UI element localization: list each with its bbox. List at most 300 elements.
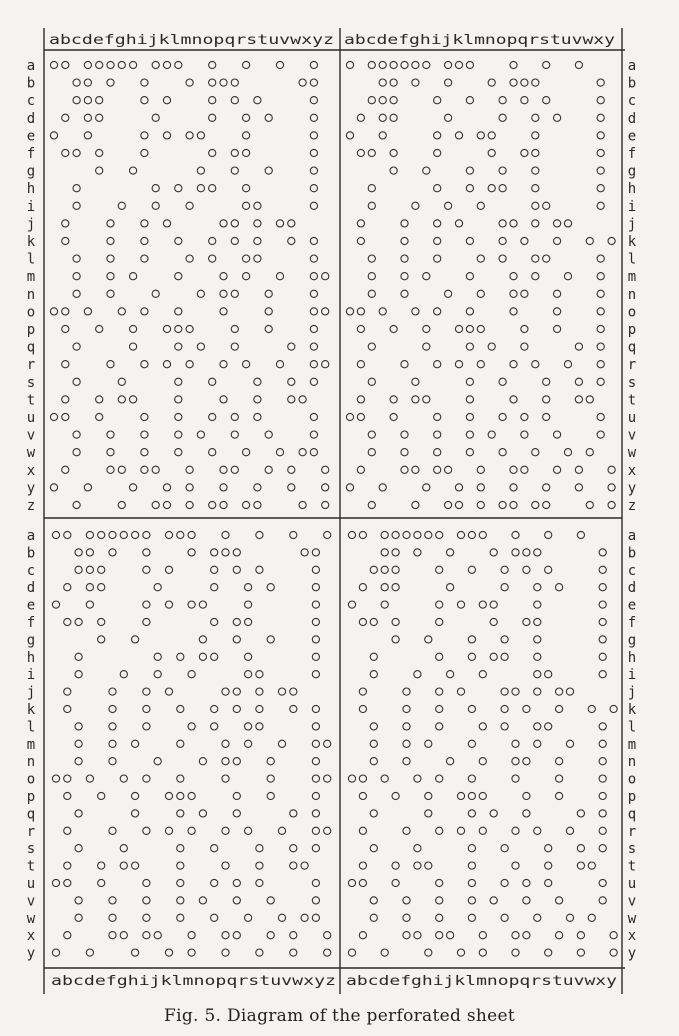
row-label-lower-right-u: u <box>627 876 637 892</box>
upper-right-hole <box>575 343 582 350</box>
upper-right-hole <box>488 343 495 350</box>
lower-right-hole <box>414 845 421 852</box>
lower-right-hole <box>599 584 606 591</box>
row-label-lower-left-i: i <box>26 667 36 684</box>
upper-right-hole <box>423 167 430 174</box>
lower-right-hole <box>468 531 475 538</box>
row-label-lower-right-l: l <box>627 719 637 736</box>
lower-right-hole <box>512 688 519 695</box>
row-label-lower-left-d: d <box>26 580 36 597</box>
row-label-upper-right-z: z <box>627 498 637 514</box>
upper-left-hole <box>288 466 295 473</box>
upper-right-hole <box>434 449 441 456</box>
row-label-upper-left-f: f <box>26 146 36 162</box>
lower-right-hole <box>403 914 410 921</box>
upper-right-hole <box>445 290 452 297</box>
upper-left-hole <box>141 237 148 244</box>
upper-left-hole <box>276 220 283 227</box>
upper-right-hole <box>357 413 364 420</box>
upper-right-hole <box>412 501 419 508</box>
upper-left-hole <box>50 484 57 491</box>
upper-left-hole <box>73 273 80 280</box>
upper-left-hole <box>310 237 317 244</box>
lower-right-hole <box>425 862 432 869</box>
lower-left-hole <box>98 636 105 643</box>
lower-right-hole <box>468 740 475 747</box>
lower-left-hole <box>290 949 297 956</box>
row-label-lower-left-f: f <box>26 615 36 631</box>
lower-left-hole <box>267 758 274 765</box>
lower-left-hole <box>324 932 331 939</box>
lower-right-hole <box>436 897 443 904</box>
upper-left-hole <box>231 466 238 473</box>
upper-left-hole <box>209 61 216 68</box>
upper-left-hole <box>186 132 193 139</box>
lower-right-hole <box>512 932 519 939</box>
lower-left-hole <box>211 879 218 886</box>
lower-left-hole <box>312 636 319 643</box>
lower-right-hole <box>523 932 530 939</box>
lower-right-hole <box>468 879 475 886</box>
upper-left-hole <box>254 255 261 262</box>
upper-right-hole <box>379 308 386 315</box>
lower-right-hole <box>403 827 410 834</box>
lower-right-hole <box>534 827 541 834</box>
upper-right-hole <box>521 79 528 86</box>
upper-left-hole <box>175 449 182 456</box>
lower-right-hole <box>370 845 377 852</box>
lower-right-hole <box>545 723 552 730</box>
upper-left-hole <box>310 255 317 262</box>
upper-left-hole <box>231 431 238 438</box>
lower-left-hole <box>132 792 139 799</box>
lower-left-hole <box>188 723 195 730</box>
lower-right-hole <box>479 792 486 799</box>
upper-right-hole <box>466 237 473 244</box>
lower-left-hole <box>177 653 184 660</box>
upper-right-hole <box>597 132 604 139</box>
lower-right-hole <box>534 671 541 678</box>
upper-left-hole <box>175 185 182 192</box>
row-label-lower-left-c: c <box>26 562 36 579</box>
upper-left-hole <box>152 202 159 209</box>
lower-left-hole <box>222 549 229 556</box>
upper-left-hole <box>276 61 283 68</box>
row-label-upper-right-d: d <box>627 110 637 127</box>
upper-right-hole <box>499 255 506 262</box>
upper-left-hole <box>299 396 306 403</box>
lower-right-hole <box>425 949 432 956</box>
upper-right-hole <box>379 132 386 139</box>
upper-left-hole <box>118 396 125 403</box>
lower-left-hole <box>143 601 150 608</box>
lower-right-hole <box>501 653 508 660</box>
lower-left-hole <box>64 705 71 712</box>
row-label-upper-left-n: n <box>26 286 36 303</box>
upper-right-hole <box>434 132 441 139</box>
upper-left-hole <box>107 290 114 297</box>
lower-left-hole <box>188 949 195 956</box>
row-label-upper-left-k: k <box>26 234 36 250</box>
lower-left-hole <box>143 879 150 886</box>
lower-right-hole <box>501 566 508 573</box>
upper-left-hole <box>254 202 261 209</box>
upper-left-hole <box>310 97 317 104</box>
lower-right-hole <box>436 618 443 625</box>
upper-right-hole <box>368 273 375 280</box>
lower-left-hole <box>64 775 71 782</box>
lower-left-hole <box>75 740 82 747</box>
lower-left-hole <box>222 862 229 869</box>
upper-right-hole <box>597 202 604 209</box>
upper-left-hole <box>175 396 182 403</box>
upper-left-hole <box>243 501 250 508</box>
upper-right-hole <box>390 114 397 121</box>
lower-left-hole <box>222 688 229 695</box>
bottom-header-right: abcdefghijklmnopqrstuvwxy <box>346 974 618 989</box>
lower-right-hole <box>447 549 454 556</box>
lower-right-hole <box>588 914 595 921</box>
upper-left-hole <box>73 343 80 350</box>
upper-right-hole <box>477 255 484 262</box>
hole-grid <box>50 61 617 956</box>
upper-right-hole <box>357 237 364 244</box>
lower-right-hole <box>523 618 530 625</box>
upper-left-hole <box>231 167 238 174</box>
row-label-lower-right-i: i <box>627 667 637 684</box>
lower-left-hole <box>312 845 319 852</box>
lower-left-hole <box>109 723 116 730</box>
lower-left-hole <box>256 862 263 869</box>
lower-left-hole <box>245 723 252 730</box>
lower-left-hole <box>267 897 274 904</box>
upper-right-hole <box>368 290 375 297</box>
lower-left-hole <box>312 618 319 625</box>
lower-right-hole <box>534 549 541 556</box>
lower-right-hole <box>403 897 410 904</box>
upper-right-hole <box>368 97 375 104</box>
upper-left-hole <box>73 378 80 385</box>
lower-left-hole <box>324 775 331 782</box>
row-label-upper-left-h: h <box>26 181 36 198</box>
row-label-upper-left-z: z <box>26 498 36 514</box>
lower-left-hole <box>165 531 172 538</box>
upper-left-hole <box>209 255 216 262</box>
upper-left-hole <box>130 61 137 68</box>
lower-left-hole <box>256 671 263 678</box>
upper-right-hole <box>423 396 430 403</box>
upper-right-hole <box>401 255 408 262</box>
upper-right-hole <box>608 501 615 508</box>
upper-left-hole <box>265 431 272 438</box>
lower-left-hole <box>312 897 319 904</box>
lower-right-hole <box>534 601 541 608</box>
lower-left-hole <box>245 618 252 625</box>
lower-left-hole <box>233 618 240 625</box>
lower-right-hole <box>457 792 464 799</box>
lower-left-hole <box>177 879 184 886</box>
row-label-upper-right-v: v <box>627 427 637 444</box>
upper-left-hole <box>130 167 137 174</box>
upper-left-hole <box>288 220 295 227</box>
lower-right-hole <box>599 566 606 573</box>
upper-right-hole <box>608 484 615 491</box>
lower-right-hole <box>501 584 508 591</box>
upper-left-hole <box>84 114 91 121</box>
upper-left-hole <box>243 202 250 209</box>
upper-left-hole <box>288 378 295 385</box>
upper-right-hole <box>368 61 375 68</box>
upper-right-hole <box>543 61 550 68</box>
row-label-upper-left-m: m <box>26 269 36 286</box>
upper-left-hole <box>175 61 182 68</box>
row-label-upper-right-x: x <box>627 462 637 479</box>
upper-right-hole <box>597 114 604 121</box>
upper-left-hole <box>322 484 329 491</box>
lower-right-hole <box>436 601 443 608</box>
upper-left-hole <box>130 484 137 491</box>
upper-right-hole <box>390 325 397 332</box>
lower-left-hole <box>312 653 319 660</box>
upper-right-hole <box>477 466 484 473</box>
upper-right-hole <box>521 290 528 297</box>
lower-left-hole <box>64 932 71 939</box>
upper-right-hole <box>466 185 473 192</box>
lower-left-hole <box>75 914 82 921</box>
upper-left-hole <box>96 325 103 332</box>
lower-left-hole <box>165 949 172 956</box>
lower-left-hole <box>245 740 252 747</box>
lower-right-hole <box>414 549 421 556</box>
upper-left-hole <box>231 290 238 297</box>
lower-right-hole <box>512 549 519 556</box>
row-label-upper-right-f: f <box>627 146 637 162</box>
upper-right-hole <box>575 396 582 403</box>
row-label-lower-left-m: m <box>26 736 36 753</box>
upper-left-hole <box>186 255 193 262</box>
lower-right-hole <box>457 827 464 834</box>
upper-right-hole <box>445 202 452 209</box>
upper-left-hole <box>220 361 227 368</box>
upper-left-hole <box>209 79 216 86</box>
lower-left-hole <box>154 932 161 939</box>
lower-right-hole <box>359 792 366 799</box>
upper-left-hole <box>175 308 182 315</box>
upper-left-hole <box>209 449 216 456</box>
upper-left-hole <box>175 343 182 350</box>
upper-left-hole <box>220 273 227 280</box>
lower-left-hole <box>324 827 331 834</box>
upper-right-hole <box>597 325 604 332</box>
lower-left-hole <box>233 758 240 765</box>
row-label-upper-right-s: s <box>627 374 637 391</box>
upper-right-hole <box>543 396 550 403</box>
lower-right-hole <box>468 845 475 852</box>
upper-left-hole <box>141 308 148 315</box>
upper-right-hole <box>466 273 473 280</box>
upper-left-hole <box>141 413 148 420</box>
upper-left-hole <box>209 501 216 508</box>
lower-right-hole <box>534 723 541 730</box>
upper-left-hole <box>186 466 193 473</box>
lower-left-hole <box>132 531 139 538</box>
upper-right-hole <box>434 237 441 244</box>
row-label-upper-left-g: g <box>26 163 36 180</box>
upper-left-hole <box>73 290 80 297</box>
lower-left-hole <box>75 671 82 678</box>
lower-right-hole <box>370 810 377 817</box>
upper-right-hole <box>412 396 419 403</box>
upper-right-hole <box>521 149 528 156</box>
row-label-lower-left-q: q <box>26 806 36 823</box>
upper-left-hole <box>209 185 216 192</box>
upper-left-hole <box>163 325 170 332</box>
lower-left-hole <box>233 566 240 573</box>
lower-left-hole <box>98 618 105 625</box>
upper-left-hole <box>163 220 170 227</box>
lower-right-hole <box>381 949 388 956</box>
upper-right-hole <box>532 185 539 192</box>
lower-right-hole <box>512 862 519 869</box>
upper-left-hole <box>310 79 317 86</box>
lower-right-hole <box>512 827 519 834</box>
upper-right-hole <box>412 308 419 315</box>
upper-right-hole <box>543 413 550 420</box>
lower-left-hole <box>98 862 105 869</box>
lower-right-hole <box>468 810 475 817</box>
upper-right-hole <box>532 220 539 227</box>
row-label-lower-right-q: q <box>627 806 637 823</box>
lower-left-hole <box>120 775 127 782</box>
figure-caption: Fig. 5. Diagram of the perforated sheet <box>164 1006 515 1026</box>
upper-left-hole <box>152 61 159 68</box>
lower-right-hole <box>545 879 552 886</box>
upper-left-hole <box>310 167 317 174</box>
upper-right-hole <box>499 167 506 174</box>
upper-right-hole <box>379 61 386 68</box>
upper-left-hole <box>96 413 103 420</box>
upper-left-hole <box>231 79 238 86</box>
lower-left-hole <box>52 531 59 538</box>
upper-left-hole <box>186 484 193 491</box>
upper-right-hole <box>532 167 539 174</box>
lower-right-hole <box>545 671 552 678</box>
lower-left-hole <box>312 584 319 591</box>
upper-right-hole <box>510 361 517 368</box>
lower-right-hole <box>392 792 399 799</box>
lower-left-hole <box>98 531 105 538</box>
upper-right-hole <box>455 361 462 368</box>
upper-right-hole <box>455 61 462 68</box>
lower-right-hole <box>436 914 443 921</box>
lower-left-hole <box>143 549 150 556</box>
upper-left-hole <box>107 449 114 456</box>
lower-right-hole <box>599 879 606 886</box>
upper-left-hole <box>96 97 103 104</box>
upper-left-hole <box>62 237 69 244</box>
upper-right-hole <box>554 290 561 297</box>
lower-left-hole <box>75 810 82 817</box>
lower-left-hole <box>109 827 116 834</box>
row-label-upper-right-j: j <box>627 216 637 233</box>
upper-right-hole <box>575 61 582 68</box>
row-label-upper-left-r: r <box>26 357 36 374</box>
lower-right-hole <box>556 584 563 591</box>
upper-right-hole <box>346 484 353 491</box>
lower-left-hole <box>177 775 184 782</box>
lower-right-hole <box>468 705 475 712</box>
lower-right-hole <box>588 862 595 869</box>
upper-left-hole <box>62 413 69 420</box>
upper-left-hole <box>152 466 159 473</box>
row-label-upper-right-n: n <box>627 286 637 303</box>
lower-left-hole <box>86 566 93 573</box>
lower-right-hole <box>577 862 584 869</box>
lower-right-hole <box>545 566 552 573</box>
upper-right-hole <box>510 273 517 280</box>
lower-left-hole <box>233 897 240 904</box>
upper-right-hole <box>597 185 604 192</box>
upper-left-hole <box>73 149 80 156</box>
row-label-upper-right-t: t <box>627 392 637 409</box>
lower-right-hole <box>468 775 475 782</box>
row-label-lower-left-p: p <box>26 789 36 805</box>
lower-right-hole <box>512 531 519 538</box>
upper-right-hole <box>434 220 441 227</box>
lower-left-hole <box>132 636 139 643</box>
upper-right-hole <box>597 273 604 280</box>
upper-left-hole <box>310 202 317 209</box>
row-label-upper-right-u: u <box>627 410 637 426</box>
lower-right-hole <box>512 775 519 782</box>
upper-right-hole <box>368 378 375 385</box>
lower-left-hole <box>109 740 116 747</box>
upper-left-hole <box>73 449 80 456</box>
row-label-lower-left-l: l <box>26 719 36 736</box>
upper-left-hole <box>141 97 148 104</box>
lower-left-hole <box>312 914 319 921</box>
upper-left-hole <box>197 290 204 297</box>
upper-left-hole <box>276 361 283 368</box>
upper-left-hole <box>220 308 227 315</box>
upper-right-hole <box>455 484 462 491</box>
lower-right-hole <box>414 932 421 939</box>
row-label-lower-right-j: j <box>627 684 637 701</box>
lower-left-hole <box>324 531 331 538</box>
upper-right-hole <box>488 431 495 438</box>
lower-left-hole <box>109 758 116 765</box>
upper-left-hole <box>175 273 182 280</box>
lower-left-hole <box>301 862 308 869</box>
row-label-upper-right-o: o <box>627 304 637 321</box>
upper-left-hole <box>73 97 80 104</box>
upper-right-hole <box>445 79 452 86</box>
row-label-upper-left-v: v <box>26 427 36 444</box>
lower-left-hole <box>98 879 105 886</box>
row-label-lower-right-d: d <box>627 580 637 597</box>
upper-right-hole <box>564 273 571 280</box>
upper-right-hole <box>434 413 441 420</box>
upper-right-hole <box>499 501 506 508</box>
lower-left-hole <box>222 531 229 538</box>
lower-left-hole <box>75 758 82 765</box>
upper-left-hole <box>197 343 204 350</box>
upper-right-hole <box>532 132 539 139</box>
lower-left-hole <box>211 653 218 660</box>
lower-left-hole <box>256 879 263 886</box>
lower-left-hole <box>290 531 297 538</box>
upper-left-hole <box>130 273 137 280</box>
